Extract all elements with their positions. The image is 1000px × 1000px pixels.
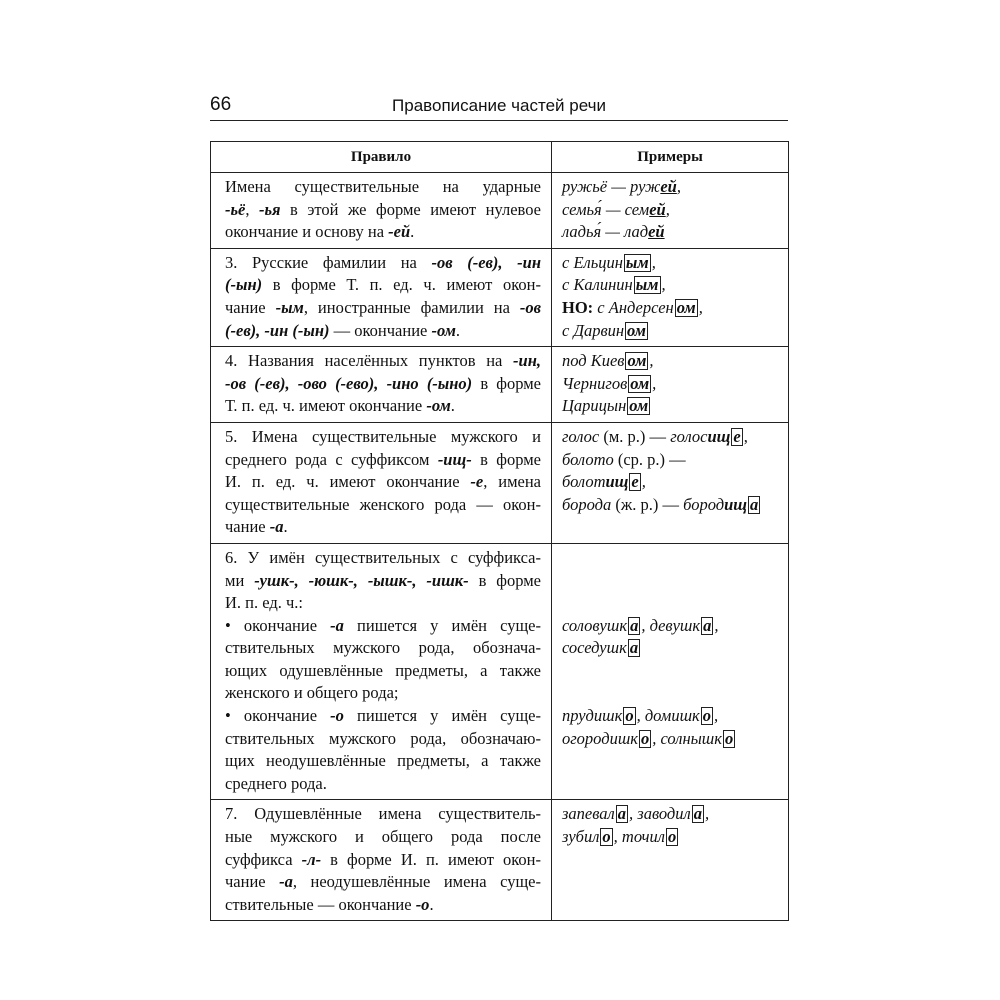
ending-box: а <box>617 804 627 824</box>
examples-cell <box>552 248 789 346</box>
rule-line: • окончание -а пишется у имён суще- <box>225 615 541 635</box>
example-line: ружьё — ружей, <box>562 177 681 196</box>
rule-line: чание -ым, иностранные фамилии на -ов <box>225 297 541 317</box>
rule-cell <box>211 248 552 346</box>
rule-line: ствительные — окончание -о. <box>225 894 434 914</box>
example-line: с Дарвин ом <box>562 320 646 340</box>
rule-line: 7. Одушевлённые имена существитель- <box>225 804 541 824</box>
rule-line: женского и общего рода; <box>225 683 399 703</box>
table-row <box>211 543 789 800</box>
example-line: ладья́ — ладей <box>562 222 665 242</box>
table-row <box>211 173 789 249</box>
table-row <box>211 248 789 346</box>
rule-line: 6. У имён существительных с суффикса- <box>225 547 541 567</box>
rule-cell <box>211 347 552 423</box>
table-row <box>211 422 789 543</box>
ending-box: а <box>629 638 639 658</box>
ending-box: о <box>602 827 611 847</box>
ending-box: е <box>733 426 741 446</box>
rule-line: 3. Русские фамилии на -ов (-ев), -ин <box>225 252 541 272</box>
rule-line: щих неодушевлённые предметы, а также <box>225 751 541 771</box>
example-line: под Киев ом , <box>562 351 654 371</box>
rule-line: -ов (-ев), -ово (-ево), -ино (-ыно) в форме <box>225 373 541 393</box>
ending-box: о <box>724 728 734 748</box>
ending-box: а <box>630 615 639 635</box>
ending-box: о <box>667 827 677 847</box>
rules-table <box>210 141 789 921</box>
examples-cell <box>552 800 789 921</box>
rule-line: И. п. ед. ч.: <box>225 593 304 613</box>
column-header-examples: Примеры <box>552 142 789 173</box>
rule-line: среднего рода. <box>225 773 327 793</box>
ending-box: ом <box>627 351 647 371</box>
ending-box: ым <box>635 275 659 295</box>
example-line: Царицын ом <box>562 396 649 416</box>
example-line: семья́ — семей, <box>562 199 670 219</box>
table-header-row <box>211 142 789 173</box>
page-header <box>210 94 788 121</box>
rule-line: (-ын) в форме Т. п. ед. ч. имеют окон- <box>225 275 541 295</box>
rule-line: ми -ушк-, -юшк-, -ышк-, -ишк- в форме <box>225 570 541 590</box>
rule-line: среднего рода с суффиксом -ищ- в форме <box>225 449 541 469</box>
running-title: Правописание частей речи <box>392 96 606 115</box>
ending-box: е <box>631 472 639 492</box>
rule-line: Имена существительные на ударные <box>225 177 541 196</box>
rule-line: И. п. ед. ч. имеют окончание -е, имена <box>225 472 541 492</box>
rule-line: существительные женского рода — окон- <box>225 494 541 514</box>
rule-line: ющих одушевлённые предметы, а также <box>225 660 541 680</box>
rule-line: ствительных мужского рода, обознача- <box>225 638 541 658</box>
rule-line: чание -а, неодушевлённые имена суще- <box>225 872 541 892</box>
rule-line: (-ев), -ин (-ын) — окончание -ом. <box>225 320 461 340</box>
examples-cell <box>552 173 789 249</box>
ending-box: о <box>625 706 634 726</box>
example-line: с Ельцин ым , <box>562 252 656 272</box>
ending-box: ым <box>625 252 649 272</box>
ending-box: ом <box>676 297 696 317</box>
table-row <box>211 347 789 423</box>
examples-cell <box>552 543 789 800</box>
example-line: НО: с Андерсен ом , <box>562 297 703 317</box>
example-line: соловушк а , девушк а , <box>562 615 719 635</box>
ending-box: а <box>703 615 712 635</box>
rule-line: ные мужского и общего рода после <box>225 827 541 847</box>
rule-cell <box>211 173 552 249</box>
example-line: голос (м. р.) — голосищ е , <box>562 426 748 446</box>
page-number: 66 <box>210 94 232 115</box>
example-line: прудишк о , домишк о , <box>562 706 719 726</box>
rule-cell <box>211 543 552 800</box>
ending-box: ом <box>630 373 650 393</box>
ending-box: ом <box>627 320 646 340</box>
example-line: болото (ср. р.) — <box>562 449 686 469</box>
rule-line: Т. п. ед. ч. имеют окончание -ом. <box>225 396 455 416</box>
table-row <box>211 800 789 921</box>
example-line: с Калинин ым , <box>562 275 666 295</box>
ending-box: а <box>693 804 702 824</box>
example-line: огородишк о , солнышк о <box>562 728 734 748</box>
rule-cell <box>211 800 552 921</box>
rule-line: окончание и основу на -ей. <box>225 222 415 242</box>
rule-line: чание -а. <box>225 517 288 537</box>
example-line: соседушк а <box>562 638 639 658</box>
rule-cell <box>211 422 552 543</box>
ending-box: а <box>750 494 759 514</box>
examples-cell <box>552 422 789 543</box>
example-line: болотищ е , <box>562 472 646 492</box>
rule-line: • окончание -о пишется у имён суще- <box>225 706 541 726</box>
examples-cell <box>552 347 789 423</box>
rule-line: 5. Имена существительные мужского и <box>225 426 541 446</box>
rule-line: 4. Названия населённых пунктов на -ин, <box>225 351 541 371</box>
rule-line: суффикса -л- в форме И. п. имеют окон- <box>225 849 541 869</box>
ending-box: о <box>702 706 712 726</box>
example-line: Чернигов ом , <box>562 373 657 393</box>
column-header-rule: Правило <box>211 142 552 173</box>
rule-line: -ьё, -ья в этой же форме имеют нулевое <box>225 199 541 219</box>
rule-line: ствительных мужского рода, обозначаю- <box>225 728 541 748</box>
ending-box: ом <box>629 396 649 416</box>
example-line: зубил о , точил о <box>562 827 677 847</box>
example-line: запевал а , заводил а , <box>562 804 710 824</box>
ending-box: о <box>641 728 650 748</box>
example-line: борода (ж. р.) — бородищ а <box>562 494 759 514</box>
